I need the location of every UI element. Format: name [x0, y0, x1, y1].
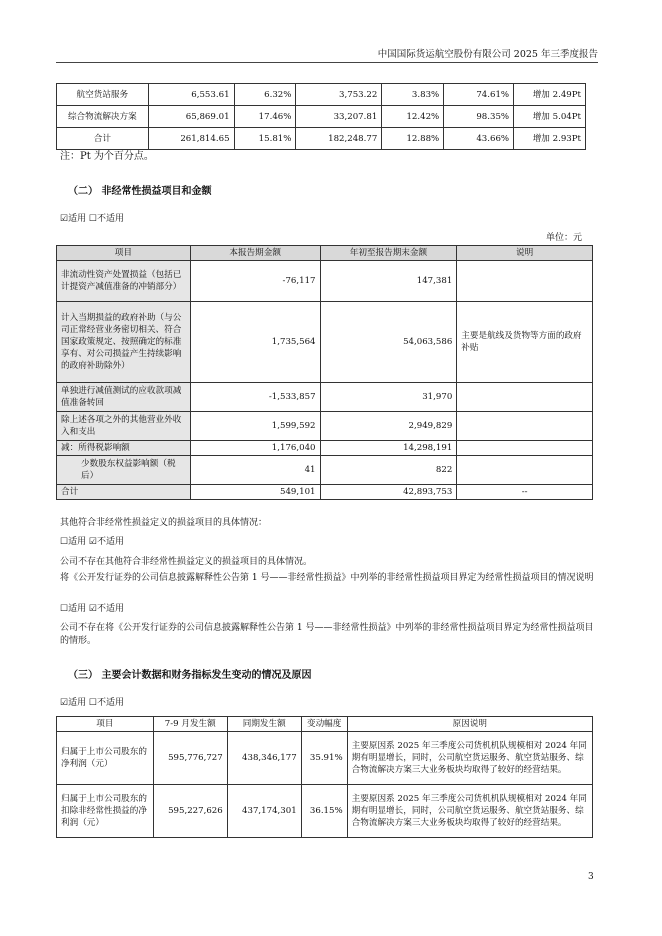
table-row: 除上述各项之外的其他营业外收入和支出 1,599,592 2,949,829 [57, 412, 593, 441]
applicable-checkbox: ☐适用 ☑不适用 [60, 537, 124, 547]
table-row: 合计 549,101 42,893,753 -- [57, 485, 593, 500]
table-row: 计入当期损益的政府补助（与公司正常经营业务密切相关、符合国家政策规定、按照确定的标准享有、对公司损益产生持续影响的政府补助除外） 1,735,564 54,063,586 主要是航线及货物等方面的政府补贴 [57, 302, 593, 383]
section-title: （三） 主要会计数据和财务指标发生变动的情况及原因 [68, 670, 312, 681]
financial-change-table [56, 716, 593, 838]
pt-note: 注：Pt 为个百分点。 [60, 151, 154, 162]
applicable-checkbox: ☐适用 ☑不适用 [60, 604, 124, 614]
table-row: 综合物流解决方案 65,869.01 17.46% 33,207.81 12.42% 98.35% 增加 5.04Pt [57, 106, 586, 128]
table-row: 少数股东权益影响额（税后） 41 822 [57, 456, 593, 485]
header-divider [56, 62, 598, 63]
segment-table [56, 83, 586, 150]
table-row: 单独进行减值测试的应收款项减值准备转回 -1,533,857 31,970 [57, 383, 593, 412]
table-row: 航空货站服务 6,553.61 6.32% 3,753.22 3.83% 74.61% 增加 2.49Pt [57, 84, 586, 106]
report-header: 中国国际货运航空股份有限公司 2025 年三季度报告 [377, 49, 598, 60]
table-row: 归属于上市公司股东的扣除非经常性损益的净利润（元） 595,227,626 437,174,301 36.15% 主要原因系 2025 年三季度公司货机机队规模相对 2024 年同期有明显增长，同时，公司航空货运服务、航空货站服务、综合物流解决方案三大业务板块均取得了较好的经营结果。 [57, 785, 593, 838]
other-items-label: 其他符合非经常性损益定义的损益项目的具体情况： [60, 518, 268, 528]
page-number: 3 [588, 872, 594, 882]
table-header-row: 项目 本报告期金额 年初至报告期末金额 说明 [57, 246, 593, 261]
paragraph: 将《公开发行证券的公司信息披露解释性公告第 1 号——非经常性损益》中列举的非经常性损益项目界定为经常性损益项目的情况说明 [60, 573, 594, 583]
section-title: （二） 非经常性损益项目和金额 [68, 186, 212, 197]
unit-label: 单位：元 [546, 233, 583, 243]
non-recurring-table [56, 245, 593, 500]
paragraph: 公司不存在将《公开发行证券的公司信息披露解释性公告第 1 号——非经常性损益》中列举的非经常性损益项目界定为经常性损益项目的情形。 [60, 623, 594, 646]
table-row: 减：所得税影响额 1,176,040 14,298,191 [57, 441, 593, 456]
applicable-checkbox: ☑适用 ☐不适用 [60, 214, 124, 224]
table-row: 合计 261,814.65 15.81% 182,248.77 12.88% 43.66% 增加 2.93Pt [57, 128, 586, 150]
applicable-checkbox: ☑适用 ☐不适用 [60, 698, 124, 708]
paragraph: 公司不存在其他符合非经常性损益定义的损益项目的具体情况。 [60, 557, 313, 567]
table-row: 归属于上市公司股东的净利润（元） 595,776,727 438,346,177 35.91% 主要原因系 2025 年三季度公司货机机队规模相对 2024 年同期有明显增长，同时，公司航空货运服务、航空货站服务、综合物流解决方案三大业务板块均取得了较好的经营结果。 [57, 732, 593, 785]
table-row: 非流动性资产处置损益（包括已计提资产减值准备的冲销部分） -76,117 147,381 [57, 261, 593, 302]
table-header-row: 项目 7-9 月发生额 同期发生额 变动幅度 原因说明 [57, 717, 593, 732]
